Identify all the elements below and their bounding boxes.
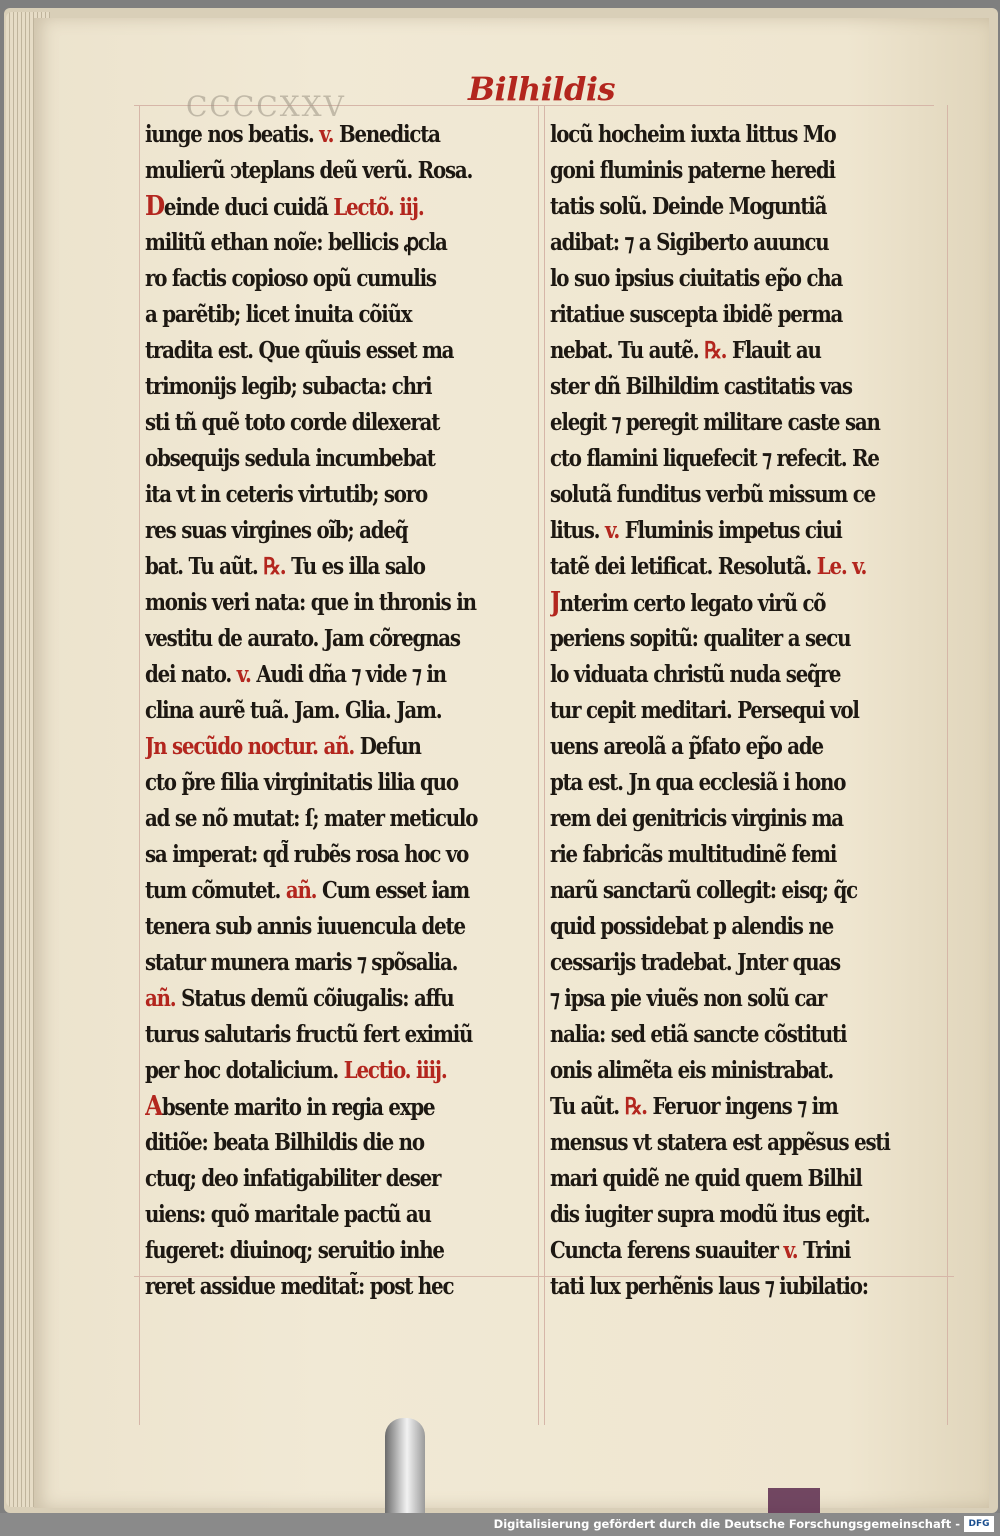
- text-line: [145, 189, 545, 225]
- text-line: [550, 549, 950, 585]
- text-line: [145, 261, 545, 297]
- rubric-text: Lectio. iiij.: [343, 1057, 447, 1084]
- text-line: [145, 405, 545, 441]
- text-segment: quid possidebat p alendis ne: [550, 913, 833, 940]
- text-line: [550, 981, 950, 1017]
- text-segment: goni fluminis paterne heredi: [550, 157, 835, 184]
- text-segment: Cuncta ferens suauiter: [550, 1237, 784, 1264]
- text-line: [145, 1017, 545, 1053]
- text-line: [145, 873, 545, 909]
- text-segment: litus.: [550, 517, 606, 544]
- rubric-text: ℞.: [263, 553, 286, 580]
- text-segment: lo suo ipsius ciuitatis ep̃o cha: [550, 265, 843, 292]
- text-segment: monis veri nata: que in thronis in: [145, 589, 476, 616]
- text-segment: Trini: [797, 1237, 851, 1264]
- text-line: [145, 1125, 545, 1161]
- text-line: [145, 909, 545, 945]
- text-line: [550, 261, 950, 297]
- text-segment: res suas virgines oĩb; adeq̃: [145, 517, 408, 544]
- text-line: [550, 1053, 950, 1089]
- rubric-text: v.: [605, 517, 620, 544]
- text-column-left: [145, 117, 545, 1305]
- text-segment: uiens: quõ maritale pactũ au: [145, 1201, 431, 1228]
- text-segment: tenera sub annis iuuencula dete: [145, 913, 465, 940]
- text-segment: cto p̃re filia virginitatis lilia quo: [145, 769, 458, 796]
- text-line: [145, 657, 545, 693]
- text-segment: elegit ⁊ peregit militare caste san: [550, 409, 880, 436]
- text-segment: mensus vt statera est appẽsus esti: [550, 1129, 890, 1156]
- text-segment: a parẽtib; licet inuita cõiũx: [145, 301, 412, 328]
- text-segment: rie fabricãs multitudinẽ femi: [550, 841, 837, 868]
- text-line: [145, 477, 545, 513]
- text-line: [145, 693, 545, 729]
- text-segment: bsente marito in regia expe: [161, 1094, 435, 1121]
- text-segment: obsequijs sedula incumbebat: [145, 445, 435, 472]
- text-line: [145, 513, 545, 549]
- text-line: [145, 441, 545, 477]
- text-line: [145, 1269, 545, 1305]
- text-segment: statur munera maris ⁊ spõsalia.: [145, 949, 458, 976]
- text-segment: ster dñ Bilhildim castitatis vas: [550, 373, 852, 400]
- text-segment: cto flamini liquefecit ⁊ refecit. Re: [550, 445, 879, 472]
- text-segment: Tu aũt.: [550, 1093, 625, 1120]
- margin-rule-left: [139, 105, 140, 1425]
- text-segment: tatis solũ. Deinde Moguntiã: [550, 193, 827, 220]
- text-line: [145, 981, 545, 1017]
- text-line: [145, 1233, 545, 1269]
- text-segment: Defun: [354, 733, 421, 760]
- text-line: [550, 153, 950, 189]
- text-segment: turus salutaris fructũ fert eximiũ: [145, 1021, 473, 1048]
- rubricated-initial: D: [145, 191, 164, 222]
- rubric-text: v.: [783, 1237, 798, 1264]
- text-line: [145, 837, 545, 873]
- text-segment: Feruor ingens ⁊ im: [646, 1093, 838, 1120]
- rubric-text: v.: [236, 661, 251, 688]
- show-through-folio: CCCCXXV: [186, 90, 346, 123]
- text-segment: tum cõmutet.: [145, 877, 286, 904]
- text-line: [550, 693, 950, 729]
- text-segment: narũ sanctarũ collegit: eisq; q̃c: [550, 877, 858, 904]
- text-segment: uens areolã a p̃fato ep̃o ade: [550, 733, 823, 760]
- text-line: [550, 1161, 950, 1197]
- text-line: [550, 1017, 950, 1053]
- text-segment: iunge nos beatis.: [145, 121, 320, 148]
- rubric-text: ℞.: [624, 1093, 647, 1120]
- text-line: [145, 225, 545, 261]
- text-line: [550, 1125, 950, 1161]
- text-segment: ad se nõ mutat: ſ; mater meticulo: [145, 805, 478, 832]
- text-segment: solutã funditus verbũ missum ce: [550, 481, 876, 508]
- text-line: [550, 189, 950, 225]
- text-line: [550, 369, 950, 405]
- text-line: [550, 1233, 950, 1269]
- text-segment: Status demũ cõiugalis: affu: [175, 985, 454, 1012]
- rubricated-initial: J: [550, 587, 560, 618]
- text-segment: tur cepit meditari. Persequi vol: [550, 697, 859, 724]
- text-segment: bat. Tu aũt.: [145, 553, 264, 580]
- text-line: [550, 513, 950, 549]
- text-line: [550, 1197, 950, 1233]
- text-line: [145, 333, 545, 369]
- text-segment: einde duci cuidã: [163, 194, 334, 221]
- text-segment: vestitu de aurato. Jam cõregnas: [145, 625, 460, 652]
- text-line: [550, 1269, 950, 1305]
- text-line: [145, 297, 545, 333]
- text-segment: Fluminis impetus ciui: [619, 517, 842, 544]
- rubric-text: Jn secũdo noctur. añ.: [145, 733, 355, 760]
- text-segment: ctuq; deo infatigabiliter deser: [145, 1165, 441, 1192]
- text-segment: tati lux perhẽnis laus ⁊ iubilatio:: [550, 1273, 868, 1300]
- text-line: [550, 1089, 950, 1125]
- text-line: [145, 1089, 545, 1125]
- text-line: [550, 441, 950, 477]
- text-segment: Tu es illa salo: [285, 553, 425, 580]
- text-segment: cessarijs tradebat. Jnter quas: [550, 949, 840, 976]
- rubric-text: v.: [319, 121, 334, 148]
- text-line: [550, 225, 950, 261]
- text-segment: rem dei genitricis virginis ma: [550, 805, 843, 832]
- text-line: [145, 729, 545, 765]
- text-segment: nalia: sed etiã sancte cõstituti: [550, 1021, 847, 1048]
- text-segment: fugeret: diuinoq; seruitio inhe: [145, 1237, 444, 1264]
- rubric-text: ℞.: [704, 337, 727, 364]
- text-line: [550, 477, 950, 513]
- text-line: [550, 585, 950, 621]
- rubricated-initial: A: [145, 1091, 162, 1122]
- text-segment: per hoc dotalicium.: [145, 1057, 344, 1084]
- text-segment: dei nato.: [145, 661, 237, 688]
- rubric-text: Le. v.: [816, 553, 867, 580]
- text-line: [550, 837, 950, 873]
- text-line: [145, 1053, 545, 1089]
- text-segment: clina aurẽ tuã. Jam. Glia. Jam.: [145, 697, 442, 724]
- text-segment: militũ ethan noĩe: bellicis ꝓcla: [145, 229, 447, 256]
- dfg-logo: DFG: [964, 1516, 994, 1532]
- text-segment: tatẽ dei letificat. Resolutã.: [550, 553, 817, 580]
- text-line: [145, 801, 545, 837]
- text-segment: Cum esset iam: [316, 877, 470, 904]
- text-segment: reret assidue meditat̃: post hec: [145, 1273, 454, 1300]
- text-line: [550, 297, 950, 333]
- text-segment: ⁊ ipsa pie viuẽs non solũ car: [550, 985, 827, 1012]
- text-line: [550, 117, 950, 153]
- rubric-text: añ.: [145, 985, 176, 1012]
- text-segment: mulierũ ↄteplans deũ verũ. Rosa.: [145, 157, 473, 184]
- running-head: Bilhildis: [468, 70, 615, 108]
- rubric-text: añ.: [285, 877, 317, 904]
- text-segment: dis iugiter supra modũ itus egit.: [550, 1201, 870, 1228]
- text-segment: periens sopitũ: qualiter a secu: [550, 625, 851, 652]
- text-segment: nebat. Tu autẽ.: [550, 337, 705, 364]
- text-line: [145, 765, 545, 801]
- text-segment: mari quidẽ ne quid quem Bilhil: [550, 1165, 862, 1192]
- text-line: [550, 333, 950, 369]
- text-line: [550, 945, 950, 981]
- text-line: [550, 621, 950, 657]
- text-line: [145, 1197, 545, 1233]
- text-segment: ro factis copioso opũ cumulis: [145, 265, 436, 292]
- text-segment: adibat: ⁊ a Sigiberto auuncu: [550, 229, 829, 256]
- text-segment: ritatiue suscepta ibidẽ perma: [550, 301, 843, 328]
- text-segment: lo viduata christũ nuda seq̃re: [550, 661, 841, 688]
- text-line: [550, 657, 950, 693]
- text-line: [145, 1161, 545, 1197]
- text-segment: Flauit au: [726, 337, 821, 364]
- text-segment: ditiõe: beata Bilhildis die no: [145, 1129, 424, 1156]
- text-segment: ita vt in ceteris virtutib; soro: [145, 481, 427, 508]
- text-segment: trimonijs legib; subacta: chri: [145, 373, 432, 400]
- text-line: [145, 585, 545, 621]
- text-segment: sa imperat: qd̃ rubẽs rosa hoc vo: [145, 841, 469, 868]
- text-line: [145, 549, 545, 585]
- text-line: [145, 369, 545, 405]
- text-line: [550, 873, 950, 909]
- text-segment: Audi dña ⁊ vide ⁊ in: [250, 661, 446, 688]
- text-segment: nterim certo legato virũ cõ: [559, 590, 826, 617]
- footer-credit: Digitalisierung gefördert durch die Deutsche Forschungsgemeinschaft -: [493, 1517, 960, 1531]
- text-line: [550, 909, 950, 945]
- text-segment: onis alimẽta eis ministrabat.: [550, 1057, 834, 1084]
- text-segment: Benedicta: [333, 121, 440, 148]
- text-segment: pta est. Jn qua ecclesiã i hono: [550, 769, 846, 796]
- text-line: [550, 765, 950, 801]
- text-line: [550, 729, 950, 765]
- text-segment: locũ hocheim iuxta littus Mo: [550, 121, 836, 148]
- rubric-text: Lectõ. iij.: [333, 194, 424, 221]
- text-segment: sti tñ quẽ toto corde dilexerat: [145, 409, 440, 436]
- text-line: [145, 153, 545, 189]
- text-column-right: [550, 117, 950, 1305]
- text-line: [145, 621, 545, 657]
- text-segment: tradita est. Que qũuis esset ma: [145, 337, 454, 364]
- text-line: [550, 801, 950, 837]
- text-line: [145, 945, 545, 981]
- text-line: [550, 405, 950, 441]
- text-line: [145, 117, 545, 153]
